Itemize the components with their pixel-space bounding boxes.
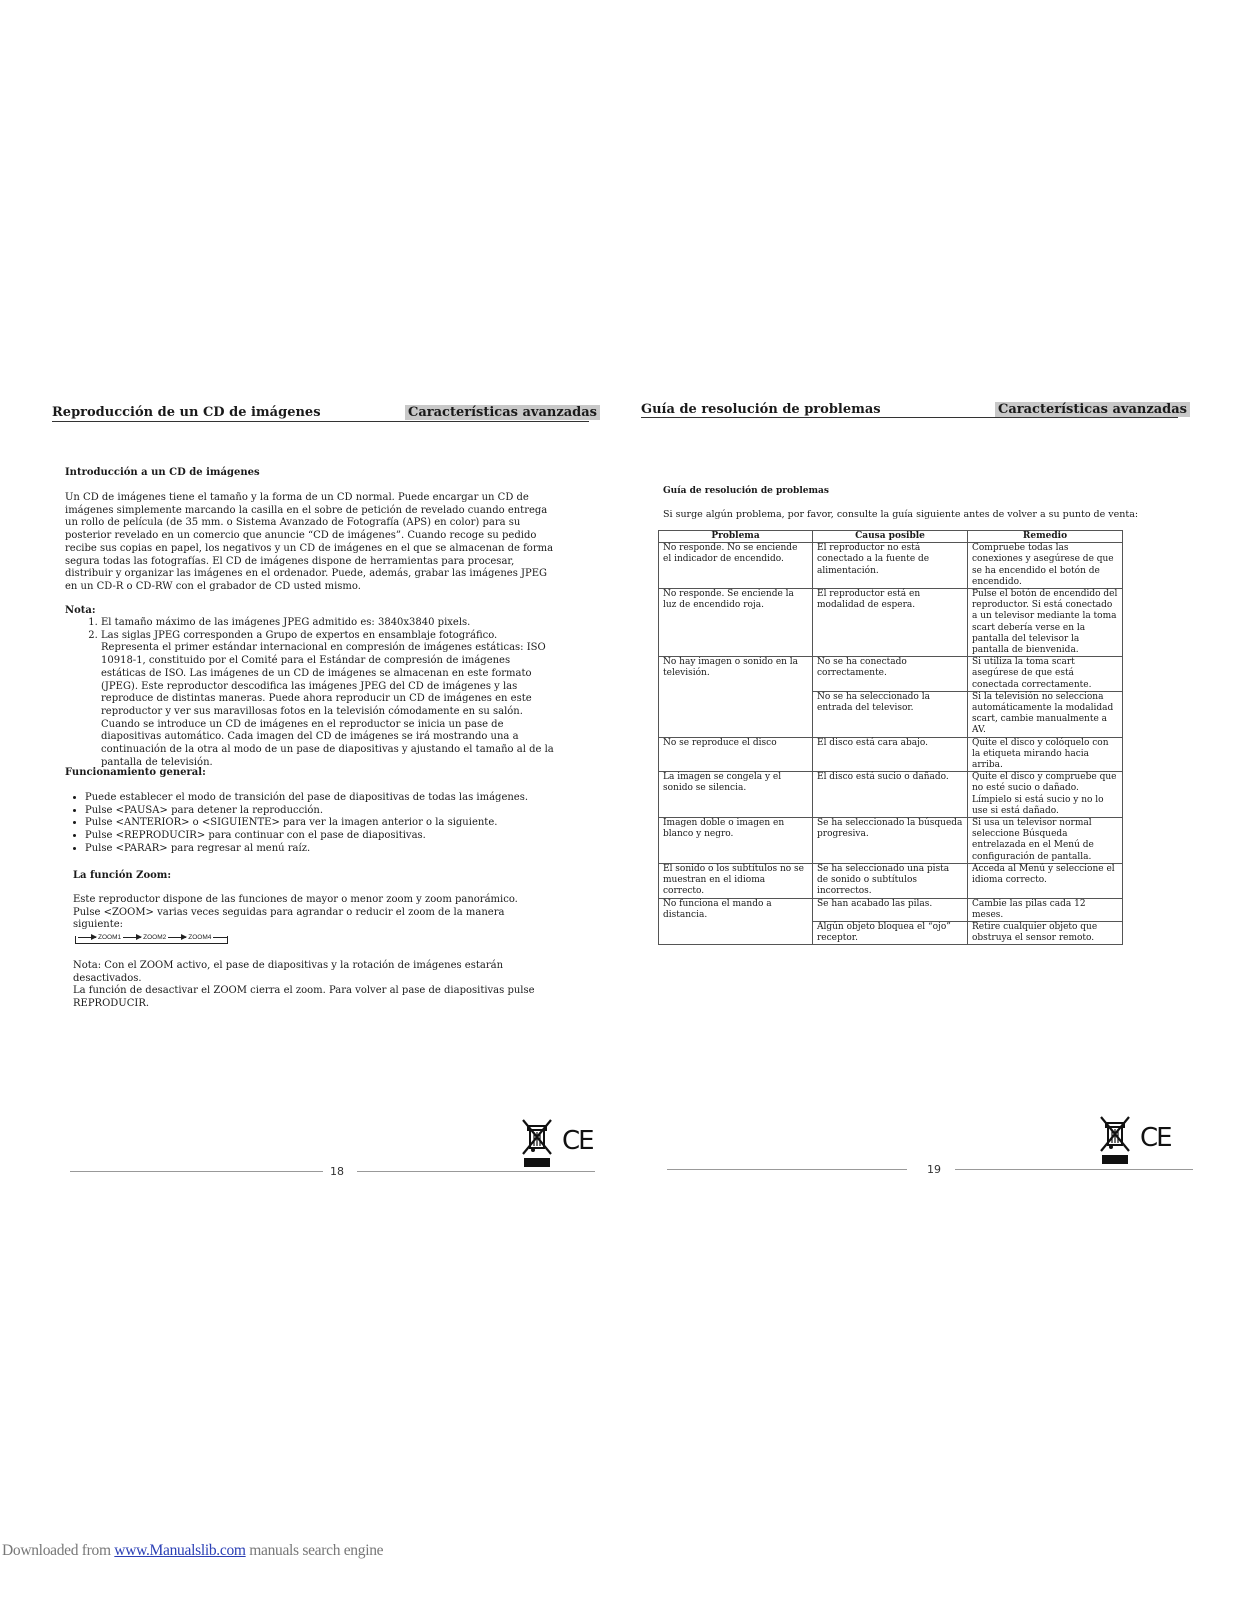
zoom-title: La función Zoom: (73, 870, 172, 881)
zoom-note-1: Nota: Con el ZOOM activo, el pase de diapositivas y la rotación de imágenes estarán desactivados. (73, 960, 504, 984)
right-footer-rule-b (955, 1169, 1193, 1170)
weee-bin-icon (520, 1118, 554, 1168)
troubleshoot-title: Guía de resolución de problemas (663, 486, 829, 496)
table-row (659, 737, 1123, 772)
problem-cell: No hay imagen o sonido en la televisión. (659, 657, 813, 737)
table-body (659, 543, 1123, 945)
notes-list (65, 617, 555, 769)
left-header-title: Reproducción de un CD de imágenes (52, 405, 321, 420)
problem-cell: No responde. No se enciende el indicador de encendido. (659, 543, 813, 589)
table-row (659, 863, 1123, 898)
arrow-icon (168, 937, 186, 938)
col-header-remedy: Remedio (968, 531, 1123, 543)
left-header-rule (52, 421, 589, 422)
zoom-paragraph: Este reproductor dispone de las funciones de mayor o menor zoom y zoom panorámico. Pulse <ZOOM> varias veces seguidas para agrandar o reducir el zoom de la manera siguiente: (73, 894, 518, 931)
bullet-item: • Pulse <REPRODUCIR> para continuar con el pase de diapositivas. (85, 830, 555, 843)
ce-mark-icon: CE (1140, 1123, 1171, 1153)
cause-cell: El reproductor está en modalidad de espera. (813, 589, 968, 657)
footer-suffix: manuals search engine (245, 1542, 384, 1559)
left-header-section: Características avanzadas (405, 405, 600, 420)
ce-mark-icon: CE (562, 1126, 593, 1156)
remedy-cell: Si usa un televisor normal seleccione Búsqueda entrelazada en el Menú de configuración de pantalla. (968, 818, 1123, 864)
table-row (659, 818, 1123, 864)
remedy-cell: Cambie las pilas cada 12 meses. (968, 898, 1123, 921)
zoom-loop-line (75, 943, 227, 944)
zoom-step-1: ZOOM1 (98, 933, 122, 941)
remedy-cell: Quite el disco y compruebe que no esté sucio o dañado. Límpielo si está sucio y no lo use si está dañado. (968, 772, 1123, 818)
table-row (659, 543, 1123, 589)
footer-prefix: Downloaded from (2, 1542, 115, 1559)
bullet-item: • Pulse <ANTERIOR> o <SIGUIENTE> para ver la imagen anterior o la siguiente. (85, 817, 555, 830)
bullets-block (65, 792, 555, 856)
zoom-step-3: ZOOM4 (188, 933, 212, 941)
problem-cell: No se reproduce el disco (659, 737, 813, 772)
manualslib-link[interactable]: www.Manualslib.com (114, 1542, 246, 1559)
cause-cell: Se han acabado las pilas. (813, 898, 968, 921)
right-footer-rule-a (667, 1169, 907, 1170)
notes-block (65, 617, 555, 769)
zoom-note-2: La función de desactivar el ZOOM cierra el zoom. Para volver al pase de diapositivas pulse REPRODUCIR. (73, 985, 535, 1009)
table-header-row (659, 531, 1123, 543)
left-footer-rule-a (70, 1171, 323, 1172)
left-page-number: 18 (330, 1165, 344, 1178)
cause-cell: Se ha seleccionado la búsqueda progresiva. (813, 818, 968, 864)
download-footer (2, 1542, 383, 1560)
remedy-cell: Retire cualquier objeto que obstruya el sensor remoto. (968, 921, 1123, 944)
col-header-problem: Problema (659, 531, 813, 543)
table-row (659, 657, 1123, 692)
cause-cell: El disco está cara abajo. (813, 737, 968, 772)
right-header-rule (641, 417, 1178, 418)
remedy-cell: Si la televisión no selecciona automáticamente la modalidad scart, cambie manualmente a AV. (968, 691, 1123, 737)
table-row (659, 898, 1123, 921)
troubleshoot-table (658, 530, 1123, 945)
problem-cell: La imagen se congela y el sonido se silencia. (659, 772, 813, 818)
col-header-cause: Causa posible (813, 531, 968, 543)
cause-cell: No se ha conectado correctamente. (813, 657, 968, 692)
problem-cell: No responde. Se enciende la luz de encendido roja. (659, 589, 813, 657)
table-row (659, 589, 1123, 657)
cause-cell: El disco está sucio o dañado. (813, 772, 968, 818)
left-footer-rule-b (357, 1171, 595, 1172)
cause-cell: El reproductor no está conectado a la fuente de alimentación. (813, 543, 968, 589)
weee-bin-icon (1098, 1115, 1132, 1165)
intro-paragraph: Un CD de imágenes tiene el tamaño y la forma de un CD normal. Puede encargar un CD de imágenes simplemente marcando la casilla en el sobre de petición de revelado cuando entrega un rollo de película (de 35 mm. o Sistema Avanzado de Fotografía (APS) en color) para su posterior revelado en un comercio que anuncie “CD de imágenes”. Cuando recoge su pedido recibe sus copias en papel, los negativos y un CD de imágenes en el que se almacenan de forma segura todas las fotografías. El CD de imágenes dispone de herramientas para procesar, distribuir y organizar las imágenes en el ordenador. Puede, además, grabar las imágenes JPEG en un CD-R o CD-RW con el grabador de CD usted mismo. (65, 492, 554, 592)
remedy-cell: Si utiliza la toma scart asegúrese de que está conectada correctamente. (968, 657, 1123, 692)
cause-cell: Algún objeto bloquea el “ojo” receptor. (813, 921, 968, 944)
problem-cell: El sonido o los subtítulos no se muestran en el idioma correcto. (659, 863, 813, 898)
cause-cell: Se ha seleccionado una pista de sonido o subtítulos incorrectos. (813, 863, 968, 898)
bullets-list (65, 792, 555, 856)
troubleshoot-intro: Si surge algún problema, por favor, consulte la guía siguiente antes de volver a su punto de venta: (663, 509, 1139, 520)
problem-cell: No funciona el mando a distancia. (659, 898, 813, 945)
right-header-title: Guía de resolución de problemas (641, 402, 881, 417)
table-row (659, 772, 1123, 818)
remedy-cell: Acceda al Menú y seleccione el idioma correcto. (968, 863, 1123, 898)
remedy-cell: Quite el disco y colóquelo con la etiqueta mirando hacia arriba. (968, 737, 1123, 772)
func-title: Funcionamiento general: (65, 767, 206, 778)
bullet-item: • Pulse <PARAR> para regresar al menú raíz. (85, 843, 555, 856)
zoom-sequence-diagram (75, 930, 228, 944)
note-item: 2. Las siglas JPEG corresponden a Grupo de expertos en ensamblaje fotográfico. Representa el primer estándar internacional en compresión de imágenes estáticas: ISO 10918-1, constituido por el Comité para el Estándar de compresión de imágenes estáticas de ISO. Las imágenes de un CD de imágenes se almacenan en este formato (JPEG). Este reproductor descodifica las imágenes JPEG del CD de imágenes y las reproduce de distintas maneras. Puede ahora reproducir un CD de imágenes en este reproductor y ver sus maravillosas fotos en la televisión cómodamente en su salón. Cuando se introduce un CD de imágenes en el reproductor se inicia un pase de diapositivas automático. Cada imagen del CD de imágenes se irá mostrando una a continuación de la otra al modo de un pase de diapositivas y ajustando el tamaño al de la pantalla de televisión. (101, 630, 555, 770)
problem-cell: Imagen doble o imagen en blanco y negro. (659, 818, 813, 864)
arrow-icon (78, 937, 96, 938)
nota-title: Nota: (65, 605, 96, 616)
arrow-icon (123, 937, 141, 938)
cause-cell: No se ha seleccionado la entrada del televisor. (813, 691, 968, 737)
right-page-number: 19 (927, 1163, 941, 1176)
zoom-step-2: ZOOM2 (143, 933, 167, 941)
bullet-item: • Pulse <PAUSA> para detener la reproducción. (85, 805, 555, 818)
intro-title: Introducción a un CD de imágenes (65, 467, 260, 478)
remedy-cell: Compruebe todas las conexiones y asegúrese de que se ha encendido el botón de encendido. (968, 543, 1123, 589)
note-item: 1. El tamaño máximo de las imágenes JPEG admitido es: 3840x3840 pixels. (101, 617, 555, 630)
right-header-section: Características avanzadas (995, 402, 1190, 417)
remedy-cell: Pulse el botón de encendido del reproductor. Si está conectado a un televisor mediante la toma scart debería verse en la pantalla del televisor la pantalla de bienvenida. (968, 589, 1123, 657)
bullet-item: • Puede establecer el modo de transición del pase de diapositivas de todas las imágenes. (85, 792, 555, 805)
